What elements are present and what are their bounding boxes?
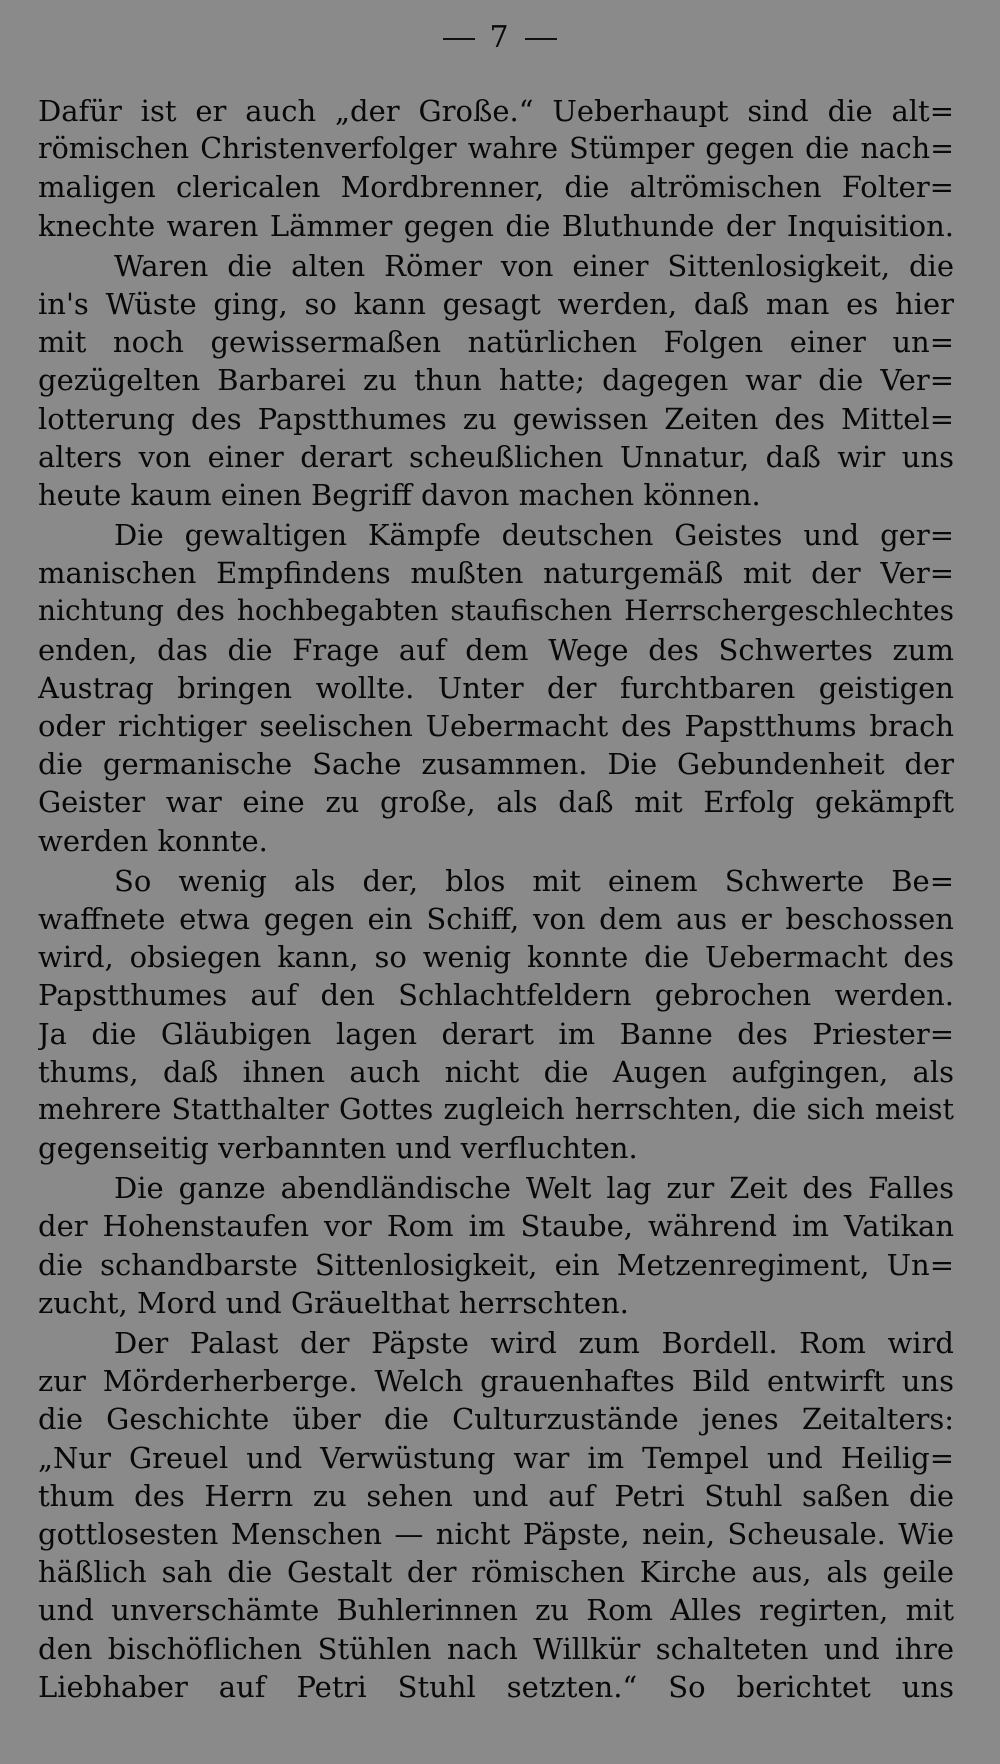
text-line: alters von einer derart scheußlichen Unnatur, daß wir uns: [38, 439, 954, 474]
text-line: Der Palast der Päpste wird zum Bordell. Rom wird: [114, 1326, 954, 1360]
text-line: „Nur Greuel und Verwüstung war im Tempel und Heilig=: [38, 1440, 954, 1475]
text-line: So wenig als der, blos mit einem Schwerte Be=: [114, 863, 954, 898]
paragraph-3: [38, 516, 954, 860]
paragraph-6: [38, 1324, 954, 1706]
text-line: lotterung des Papstthumes zu gewissen Zeiten des Mittel=: [38, 401, 954, 436]
text-line: wird, obsiegen kann, so wenig konnte die Uebermacht des: [38, 940, 954, 975]
text-line: Waren die alten Römer von einer Sittenlosigkeit, die: [114, 248, 954, 283]
text-line: römischen Christenverfolger wahre Stümper gegen die nach=: [38, 132, 954, 166]
text-line: die germanische Sache zusammen. Die Gebundenheit der: [38, 747, 954, 782]
text-line: die schandbarste Sittenlosigkeit, ein Metzenregiment, Un=: [38, 1247, 954, 1282]
text-line: häßlich sah die Gestalt der römischen Kirche aus, als geile: [38, 1555, 954, 1590]
text-line: maligen clericalen Mordbrenner, die altrömischen Folter=: [38, 170, 954, 205]
text-line: thums, daß ihnen auch nicht die Augen aufgingen, als: [38, 1054, 954, 1089]
text-line: mehrere Statthalter Gottes zugleich herrschten, die sich meist: [38, 1092, 954, 1126]
paragraph-4: [38, 862, 954, 1168]
text-line: gottlosesten Menschen — nicht Päpste, nein, Scheusale. Wie: [38, 1516, 954, 1551]
text-line: zucht, Mord und Gräuelthat herrschten.: [38, 1285, 629, 1320]
text-line: waffnete etwa gegen ein Schiff, von dem aus er beschossen: [38, 901, 954, 936]
text-line: Ja die Gläubigen lagen derart im Banne des Priester=: [38, 1016, 954, 1051]
text-line: Geister war eine zu große, als daß mit Erfolg gekämpft: [38, 785, 954, 820]
paragraph-5: [38, 1169, 954, 1322]
text-line: in's Wüste ging, so kann gesagt werden, daß man es hier: [38, 286, 954, 321]
text-line: oder richtiger seelischen Uebermacht des Papstthums brach: [38, 709, 954, 743]
text-line: der Hohenstaufen vor Rom im Staube, während im Vatikan: [38, 1209, 954, 1244]
text-line: den bischöflichen Stühlen nach Willkür schalteten und ihre: [38, 1631, 954, 1666]
text-line: Austrag bringen wollte. Unter der furchtbaren geistigen: [38, 670, 954, 705]
text-line: Die ganze abendländische Welt lag zur Zeit des Falles: [114, 1171, 954, 1206]
text-line: Die gewaltigen Kämpfe deutschen Geistes und ger=: [114, 518, 954, 553]
left-dash: [443, 38, 475, 40]
text-line: enden, das die Frage auf dem Wege des Schwertes zum: [38, 632, 954, 667]
text-line: mit noch gewissermaßen natürlichen Folgen einer un=: [38, 325, 954, 360]
paragraph-1: [38, 92, 954, 245]
paragraph-2: [38, 247, 954, 514]
text-line: und unverschämte Buhlerinnen zu Rom Alles regirten, mit: [38, 1593, 954, 1628]
text-line: knechte waren Lämmer gegen die Bluthunde der Inquisition.: [38, 208, 954, 243]
body-text: [38, 92, 954, 1706]
text-line: gezügelten Barbarei zu thun hatte; dagegen war die Ver=: [38, 363, 954, 398]
page-number: 7: [489, 20, 511, 55]
text-line: manischen Empfindens mußten naturgemäß mit der Ver=: [38, 556, 954, 591]
text-line: thum des Herrn zu sehen und auf Petri Stuhl saßen die: [38, 1478, 954, 1513]
text-line: Dafür ist er auch „der Große.“ Ueberhaupt sind die alt=: [38, 94, 954, 128]
right-dash: [525, 38, 557, 40]
page-number-header: [0, 14, 1000, 62]
text-line: Papstthumes auf den Schlachtfeldern gebrochen werden.: [38, 978, 954, 1013]
text-line: zur Mörderherberge. Welch grauenhaftes Bild entwirft uns: [38, 1364, 954, 1399]
text-line: Liebhaber auf Petri Stuhl setzten.“ So berichtet uns: [38, 1669, 954, 1704]
text-line: heute kaum einen Begriff davon machen können.: [38, 477, 761, 512]
text-line: nichtung des hochbegabten staufischen Herrschergeschlechtes: [38, 594, 954, 628]
text-line: die Geschichte über die Culturzustände jenes Zeitalters:: [38, 1402, 954, 1437]
text-line: werden konnte.: [38, 823, 268, 858]
text-line: gegenseitig verbannten und verfluchten.: [38, 1131, 638, 1166]
